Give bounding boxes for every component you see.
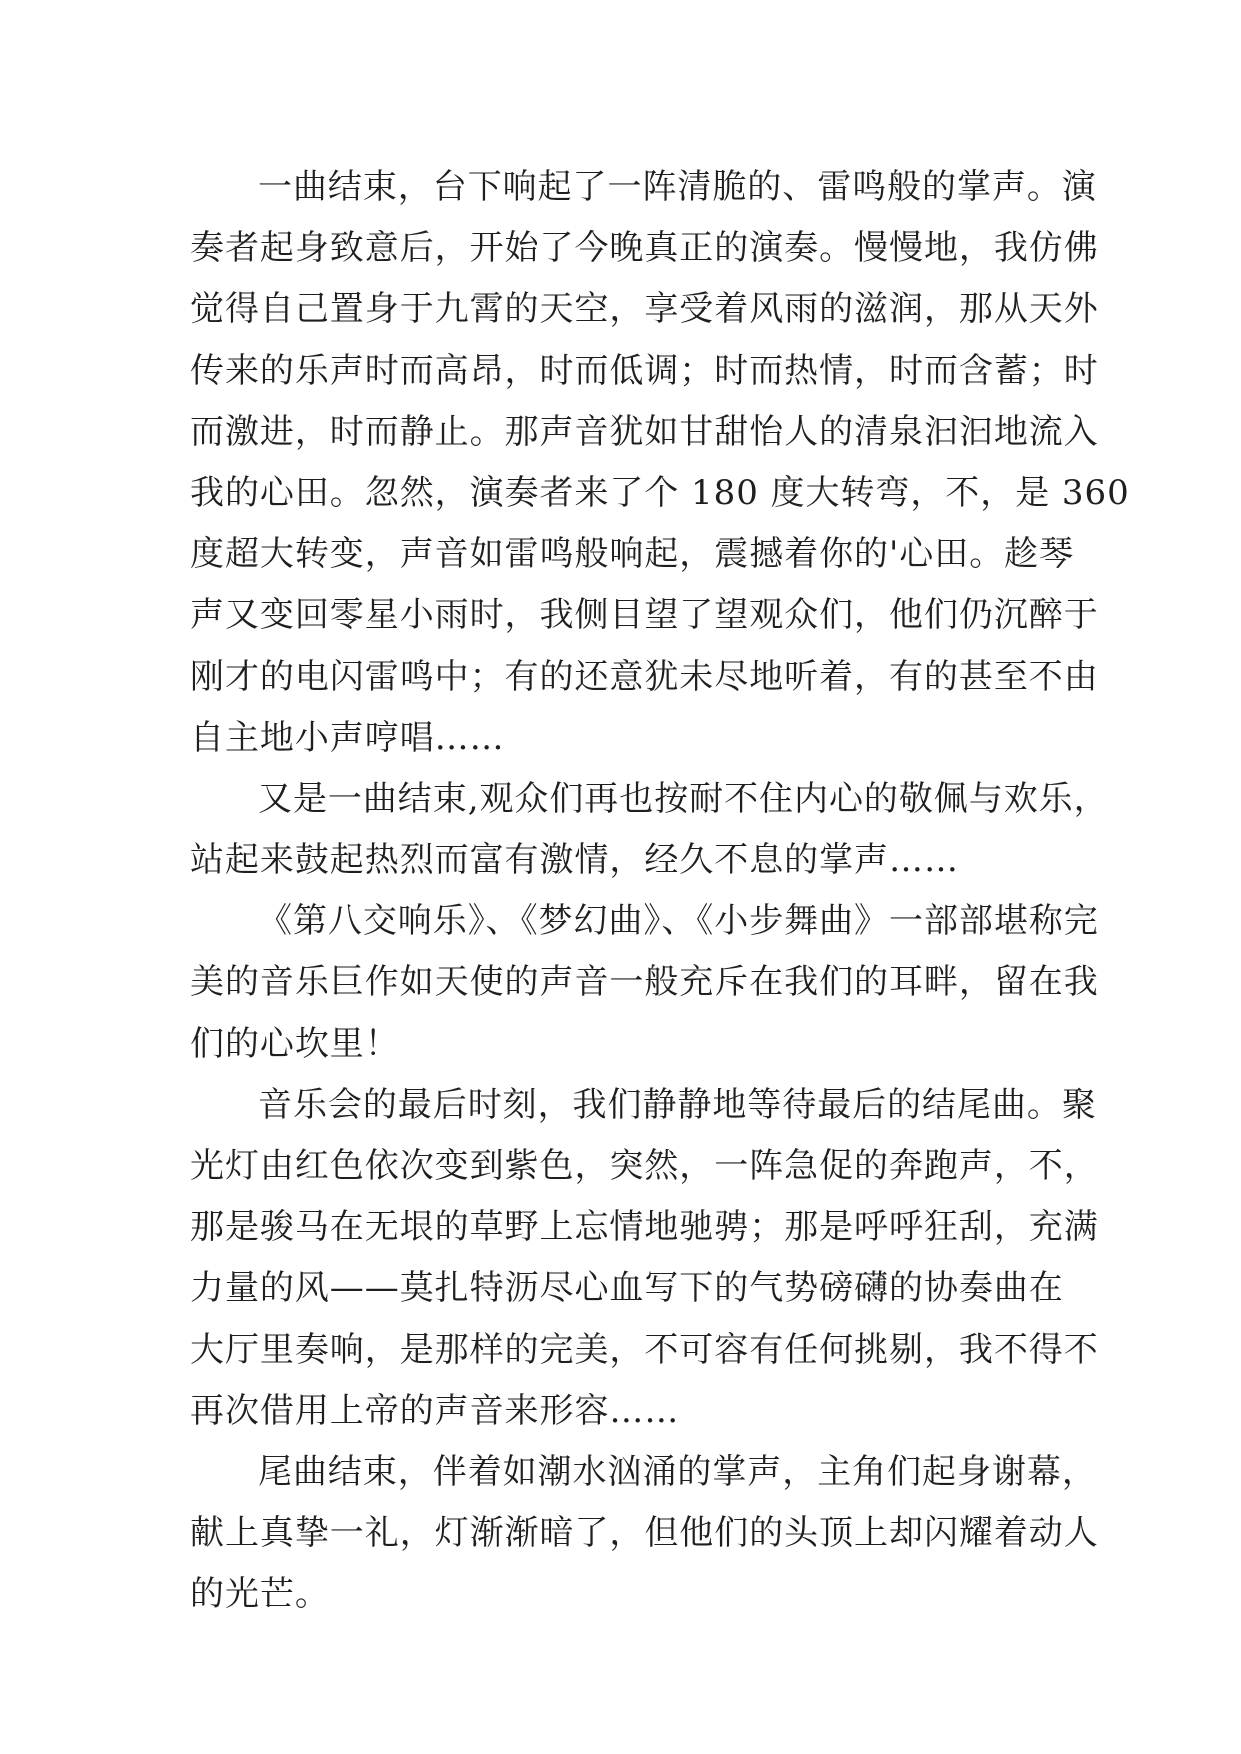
paragraph-2 — [190, 769, 1109, 891]
text-line: 们的心坎里！ — [190, 1023, 400, 1064]
paragraph-5 — [190, 1442, 1099, 1626]
text-line: 光灯由红色依次变到紫色，突然，一阵急促的奔跑声，不， — [190, 1146, 1099, 1186]
text-line: 献上真挚一礼，灯渐渐暗了，但他们的头顶上却闪耀着动人 — [190, 1513, 1099, 1554]
paragraph-1 — [190, 157, 1130, 769]
paragraph-3 — [190, 891, 1099, 1075]
document-body — [190, 157, 1130, 1626]
text-line: 又是一曲结束,观众们再也按耐不住内心的敬佩与欢乐， — [258, 778, 1109, 819]
text-line: 传来的乐声时而高昂，时而低调；时而热情，时而含蓄；时 — [190, 350, 1099, 391]
text-line: 再次借用上帝的声音来形容…… — [190, 1390, 680, 1431]
text-line: 觉得自己置身于九霄的天空，享受着风雨的滋润，那从天外 — [190, 289, 1099, 330]
text-line: 我的心田。忽然，演奏者来了个 180 度大转弯，不，是 360 — [190, 472, 1130, 513]
text-line: 刚才的电闪雷鸣中；有的还意犹未尽地听着，有的甚至不由 — [190, 656, 1099, 697]
text-line: 站起来鼓起热烈而富有激情，经久不息的掌声…… — [190, 840, 959, 881]
text-line: 自主地小声哼唱…… — [190, 717, 505, 758]
text-line: 音乐会的最后时刻，我们静静地等待最后的结尾曲。聚 — [258, 1084, 1097, 1125]
text-line: 尾曲结束，伴着如潮水汹涌的掌声，主角们起身谢幕， — [258, 1451, 1097, 1492]
text-line: 的光芒。 — [190, 1574, 330, 1615]
paragraph-4 — [190, 1075, 1099, 1442]
text-line: 大厅里奏响，是那样的完美，不可容有任何挑剔，我不得不 — [190, 1329, 1099, 1370]
text-line: 力量的风——莫扎特沥尽心血写下的气势磅礴的协奏曲在 — [190, 1268, 1064, 1309]
text-line: 奏者起身致意后，开始了今晚真正的演奏。慢慢地，我仿佛 — [190, 228, 1099, 269]
text-line: 《第八交响乐》、《梦幻曲》、《小步舞曲》一部部堪称完 — [258, 901, 1099, 942]
text-line: 度超大转变，声音如雷鸣般响起，震撼着你的'心田。趁琴 — [190, 534, 1075, 575]
text-line: 声又变回零星小雨时，我侧目望了望观众们，他们仍沉醉于 — [190, 595, 1099, 636]
text-line: 美的音乐巨作如天使的声音一般充斥在我们的耳畔，留在我 — [190, 962, 1099, 1003]
text-line: 那是骏马在无垠的草野上忘情地驰骋；那是呼呼狂刮，充满 — [190, 1207, 1099, 1248]
text-line: 而激进，时而静止。那声音犹如甘甜怡人的清泉汩汩地流入 — [190, 411, 1099, 452]
text-line: 一曲结束，台下响起了一阵清脆的、雷鸣般的掌声。演 — [258, 167, 1097, 207]
